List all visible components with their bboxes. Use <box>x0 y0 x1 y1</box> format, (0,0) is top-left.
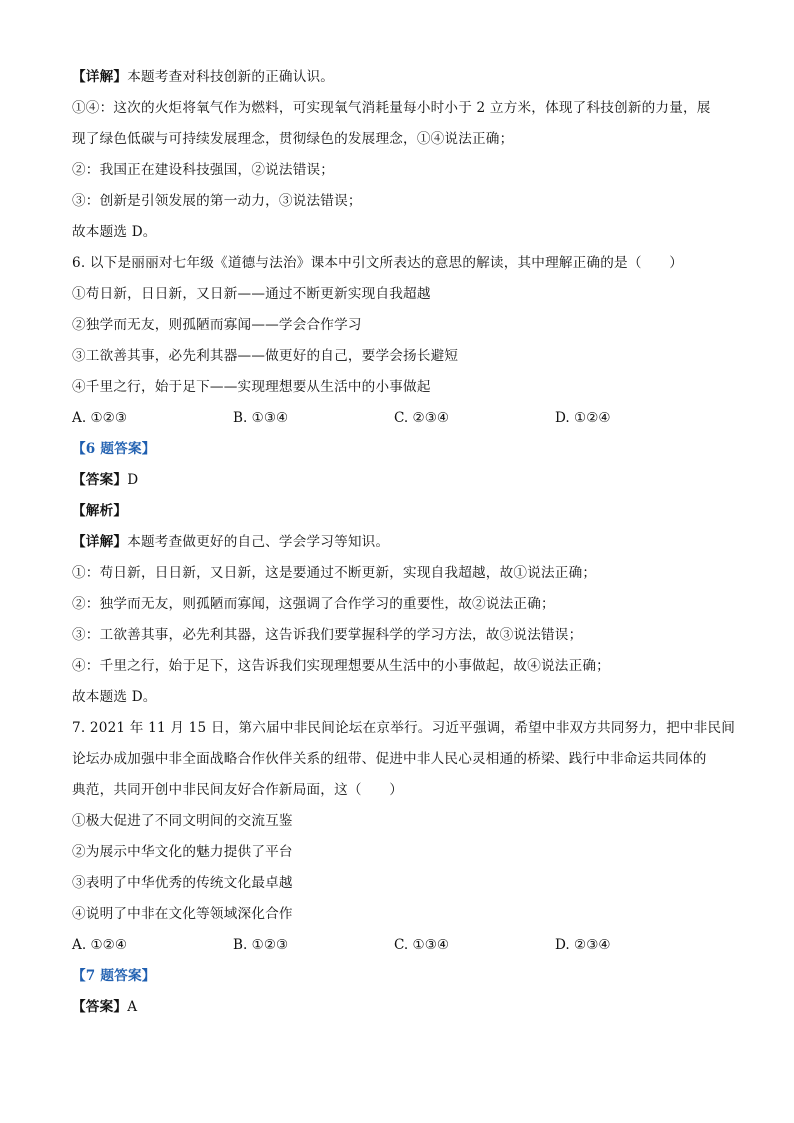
text-line: ②：我国正在建设科技强国，②说法错误； <box>72 162 335 178</box>
answer-option: C. ①③④ <box>394 937 450 953</box>
text-line: ②独学而无友，则孤陋而寡闻——学会合作学习 <box>72 317 362 333</box>
text-line: ③表明了中华优秀的传统文化最卓越 <box>72 875 293 891</box>
text-line: 论坛办成加强中非全面战略合作伙伴关系的纽带、促进中非人民心灵相通的桥梁、践行中非命运共同体的 <box>72 751 707 767</box>
answer-value: D <box>127 472 139 488</box>
text-line <box>72 527 732 558</box>
text-line: 7. 2021 年 11 月 15 日，第六届中非民间论坛在京举行。习近平强调，希望中非双方共同努力，把中非民间 <box>72 720 736 736</box>
text-line: ①苟日新，日日新，又日新——通过不断更新实现自我超越 <box>72 286 431 302</box>
text-line: ④说明了中非在文化等领域深化合作 <box>72 906 293 922</box>
answer-label: 【答案】 <box>72 472 128 488</box>
text-line <box>72 62 732 93</box>
text-line: ①极大促进了不同文明间的交流互鉴 <box>72 813 293 829</box>
text-line: 典范，共同开创中非民间友好合作新局面，这（ ） <box>72 782 404 798</box>
question-answer-heading: 【7 题答案】 <box>72 968 156 984</box>
text-line: ③：工欲善其事，必先利其器，这告诉我们要掌握科学的学习方法，故③说法错误； <box>72 627 583 643</box>
text-line: ③工欲善其事，必先利其器——做更好的自己，要学会扬长避短 <box>72 348 459 364</box>
answer-value: A <box>127 999 138 1015</box>
answer-label: 【答案】 <box>72 999 128 1015</box>
text-line: ④千里之行，始于足下——实现理想要从生活中的小事做起 <box>72 379 431 395</box>
text-line: ①：苟日新，日日新，又日新，这是要通过不断更新，实现自我超越，故①说法正确； <box>72 565 597 581</box>
answer-options <box>72 930 732 961</box>
document-page <box>72 62 736 1023</box>
answer-option: D. ①②④ <box>555 410 611 426</box>
answer-option: D. ②③④ <box>555 937 611 953</box>
text-line: 故本题选 D。 <box>72 224 157 240</box>
answer-option: B. ①②③ <box>233 937 289 953</box>
text-line: 6. 以下是丽丽对七年级《道德与法治》课本中引文所表达的意思的解读，其中理解正确的是（ ） <box>72 255 684 271</box>
answer-option: C. ②③④ <box>394 410 450 426</box>
text-line: ②：独学而无友，则孤陋而寡闻，这强调了合作学习的重要性，故②说法正确； <box>72 596 555 612</box>
answer-option: B. ①③④ <box>233 410 289 426</box>
answer-option: A. ①②④ <box>72 937 128 953</box>
text-line: ③：创新是引领发展的第一动力，③说法错误； <box>72 193 362 209</box>
section-label: 【详解】 <box>72 534 128 550</box>
text-line: ④：千里之行，始于足下，这告诉我们实现理想要从生活中的小事做起，故④说法正确； <box>72 658 610 674</box>
question-answer-heading: 【6 题答案】 <box>72 441 156 457</box>
section-label: 【详解】 <box>72 69 128 85</box>
analysis-heading: 【解析】 <box>72 503 128 519</box>
text-line: ①④：这次的火炬将氧气作为燃料，可实现氧气消耗量每小时小于 2 立方米，体现了科技创新的力量，展 <box>72 100 711 116</box>
text-line: ②为展示中华文化的魅力提供了平台 <box>72 844 293 860</box>
answer-options <box>72 403 732 434</box>
section-text: 本题考查对科技创新的正确认识。 <box>127 69 335 85</box>
section-text: 本题考查做更好的自己、学会学习等知识。 <box>127 534 390 550</box>
text-line: 故本题选 D。 <box>72 689 157 705</box>
answer-line <box>72 465 732 496</box>
answer-line <box>72 992 732 1023</box>
text-line: 现了绿色低碳与可持续发展理念，贯彻绿色的发展理念，①④说法正确； <box>72 131 514 147</box>
answer-option: A. ①②③ <box>72 410 128 426</box>
